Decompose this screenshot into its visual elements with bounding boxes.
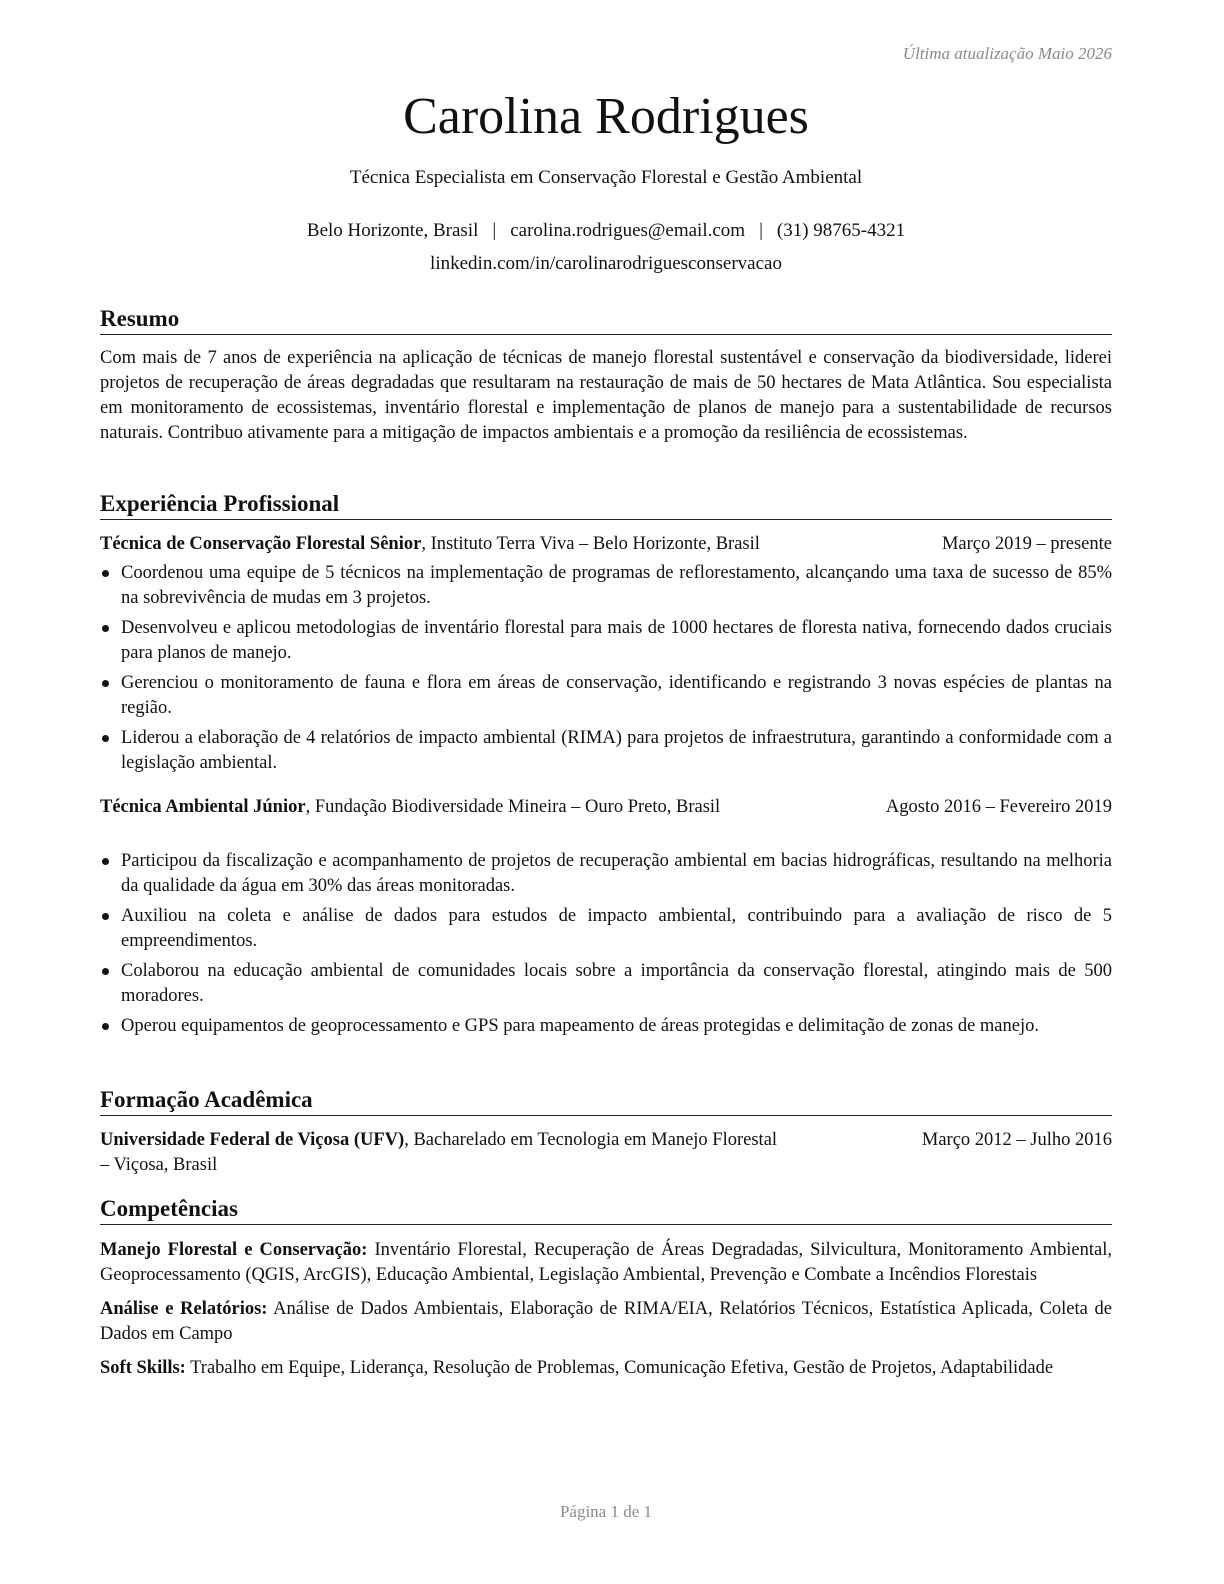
- section-heading: Experiência Profissional: [100, 490, 1112, 520]
- list-item: [100, 616, 1112, 666]
- list-item: [100, 904, 1112, 954]
- education-entry: [100, 1128, 1112, 1178]
- skill-label: Manejo Florestal e Conservação:: [100, 1240, 368, 1260]
- summary-section: [100, 305, 1112, 446]
- bullet-icon: [102, 735, 109, 742]
- skill-items: Trabalho em Equipe, Liderança, Resolução de Problemas, Comunicação Efetiva, Gestão de Projetos, Adaptabilidade: [185, 1358, 1054, 1378]
- list-item: [100, 726, 1112, 776]
- education-degree: , Bacharelado em Tecnologia em Manejo Florestal: [404, 1130, 778, 1150]
- bullet-text: Coordenou uma equipe de 5 técnicos na implementação de programas de reflorestamento, alcançando uma taxa de sucesso de 85% na sobrevivência de mudas em 3 projetos.: [121, 563, 1112, 608]
- section-heading: Formação Acadêmica: [100, 1086, 1112, 1116]
- education-section: [100, 1086, 1112, 1178]
- contact-linkedin[interactable]: linkedin.com/in/carolinarodriguesconservacao: [430, 253, 782, 274]
- candidate-name: Carolina Rodrigues: [403, 88, 809, 145]
- bullet-icon: [102, 913, 109, 920]
- section-heading: Resumo: [100, 305, 1112, 335]
- skill-items: Análise de Dados Ambientais, Elaboração de RIMA/EIA, Relatórios Técnicos, Estatística Aplicada, Coleta de Dados em Campo: [100, 1299, 1112, 1344]
- job-org: , Instituto Terra Viva – Belo Horizonte, Brasil: [421, 534, 760, 554]
- skill-group: [100, 1238, 1112, 1288]
- job-bullets: [100, 849, 1112, 1039]
- bullet-text: Auxiliou na coleta e análise de dados para estudos de impacto ambiental, contribuindo para a avaliação de risco de 5 empreendimentos.: [121, 906, 1112, 951]
- list-item: [100, 671, 1112, 721]
- list-item: [100, 1014, 1112, 1039]
- contact-location: Belo Horizonte, Brasil: [306, 220, 479, 241]
- bullet-icon: [102, 625, 109, 632]
- section-heading: Competências: [100, 1195, 1112, 1225]
- candidate-title: Técnica Especialista em Conservação Florestal e Gestão Ambiental: [349, 167, 863, 188]
- contact-line: [100, 220, 1112, 242]
- job-header: [100, 795, 1112, 845]
- bullet-icon: [102, 968, 109, 975]
- bullet-text: Gerenciou o monitoramento de fauna e flora em áreas de conservação, identificando e registrando 3 novas espécies de plantas na região.: [121, 673, 1112, 718]
- summary-text: Com mais de 7 anos de experiência na aplicação de técnicas de manejo florestal sustentável e conservação da biodiversidade, liderei projetos de recuperação de áreas degradadas que resultaram na restauração de mais de 50 hectares de Mata Atlântica. Sou especialista em monitoramento de ecossistemas, inventário florestal e implementação de planos de manejo para a sustentabilidade de recursos naturais. Contribuo ativamente para a mitigação de impactos ambientais e a promoção da resiliência de ecossistemas.: [100, 348, 1112, 443]
- bullet-icon: [102, 680, 109, 687]
- education-location: – Viçosa, Brasil: [100, 1155, 218, 1175]
- skill-group: [100, 1297, 1112, 1347]
- page-number: Página 1 de 1: [559, 1502, 653, 1521]
- job-role: Técnica de Conservação Florestal Sênior: [100, 534, 422, 554]
- contact-phone: (31) 98765-4321: [776, 220, 906, 241]
- experience-section: [100, 490, 1112, 1044]
- list-item: [100, 959, 1112, 1009]
- contact-separator: |: [759, 220, 763, 241]
- job-role: Técnica Ambiental Júnior: [100, 797, 306, 817]
- contact-email[interactable]: carolina.rodrigues@email.com: [510, 220, 746, 241]
- bullet-text: Operou equipamentos de geoprocessamento e GPS para mapeamento de áreas protegidas e delimitação de zonas de manejo.: [121, 1016, 1039, 1036]
- education-institution: Universidade Federal de Viçosa (UFV): [100, 1130, 405, 1150]
- skill-label: Análise e Relatórios:: [100, 1299, 268, 1319]
- skills-section: [100, 1195, 1112, 1381]
- skill-group: [100, 1356, 1112, 1381]
- last-updated: Última atualização Maio 2026: [902, 44, 1112, 63]
- education-date: Março 2012 – Julho 2016: [921, 1130, 1112, 1150]
- bullet-text: Participou da fiscalização e acompanhamento de projetos de recuperação ambiental em bacias hidrográficas, resultando na melhoria da qualidade da água em 30% das áreas monitoradas.: [121, 851, 1112, 896]
- bullet-text: Desenvolveu e aplicou metodologias de inventário florestal para mais de 1000 hectares de floresta nativa, fornecendo dados cruciais para planos de manejo.: [121, 618, 1112, 663]
- bullet-icon: [102, 570, 109, 577]
- job-date: Março 2019 – presente: [941, 534, 1112, 554]
- job-header: [100, 532, 1112, 557]
- skill-label: Soft Skills:: [100, 1358, 186, 1378]
- skill-items: Inventário Florestal, Recuperação de Áreas Degradadas, Silvicultura, Monitoramento Ambiental, Geoprocessamento (QGIS, ArcGIS), Educação Ambiental, Legislação Ambiental, Prevenção e Combate a Incêndios Florestais: [100, 1240, 1113, 1285]
- list-item: [100, 561, 1112, 611]
- contact-separator: |: [492, 220, 497, 241]
- bullet-icon: [102, 858, 109, 865]
- list-item: [100, 849, 1112, 899]
- bullet-text: Liderou a elaboração de 4 relatórios de impacto ambiental (RIMA) para projetos de infraestrutura, garantindo a conformidade com a legislação ambiental.: [121, 728, 1112, 773]
- job-org: , Fundação Biodiversidade Mineira – Ouro Preto, Brasil: [305, 797, 721, 817]
- resume-page: [100, 0, 1112, 1584]
- education-text: [100, 1128, 880, 1178]
- job-bullets: [100, 561, 1112, 776]
- bullet-text: Colaborou na educação ambiental de comunidades locais sobre a importância da conservação florestal, atingindo mais de 500 moradores.: [121, 961, 1112, 1006]
- job-date: Agosto 2016 – Fevereiro 2019: [885, 797, 1112, 817]
- bullet-icon: [102, 1023, 109, 1030]
